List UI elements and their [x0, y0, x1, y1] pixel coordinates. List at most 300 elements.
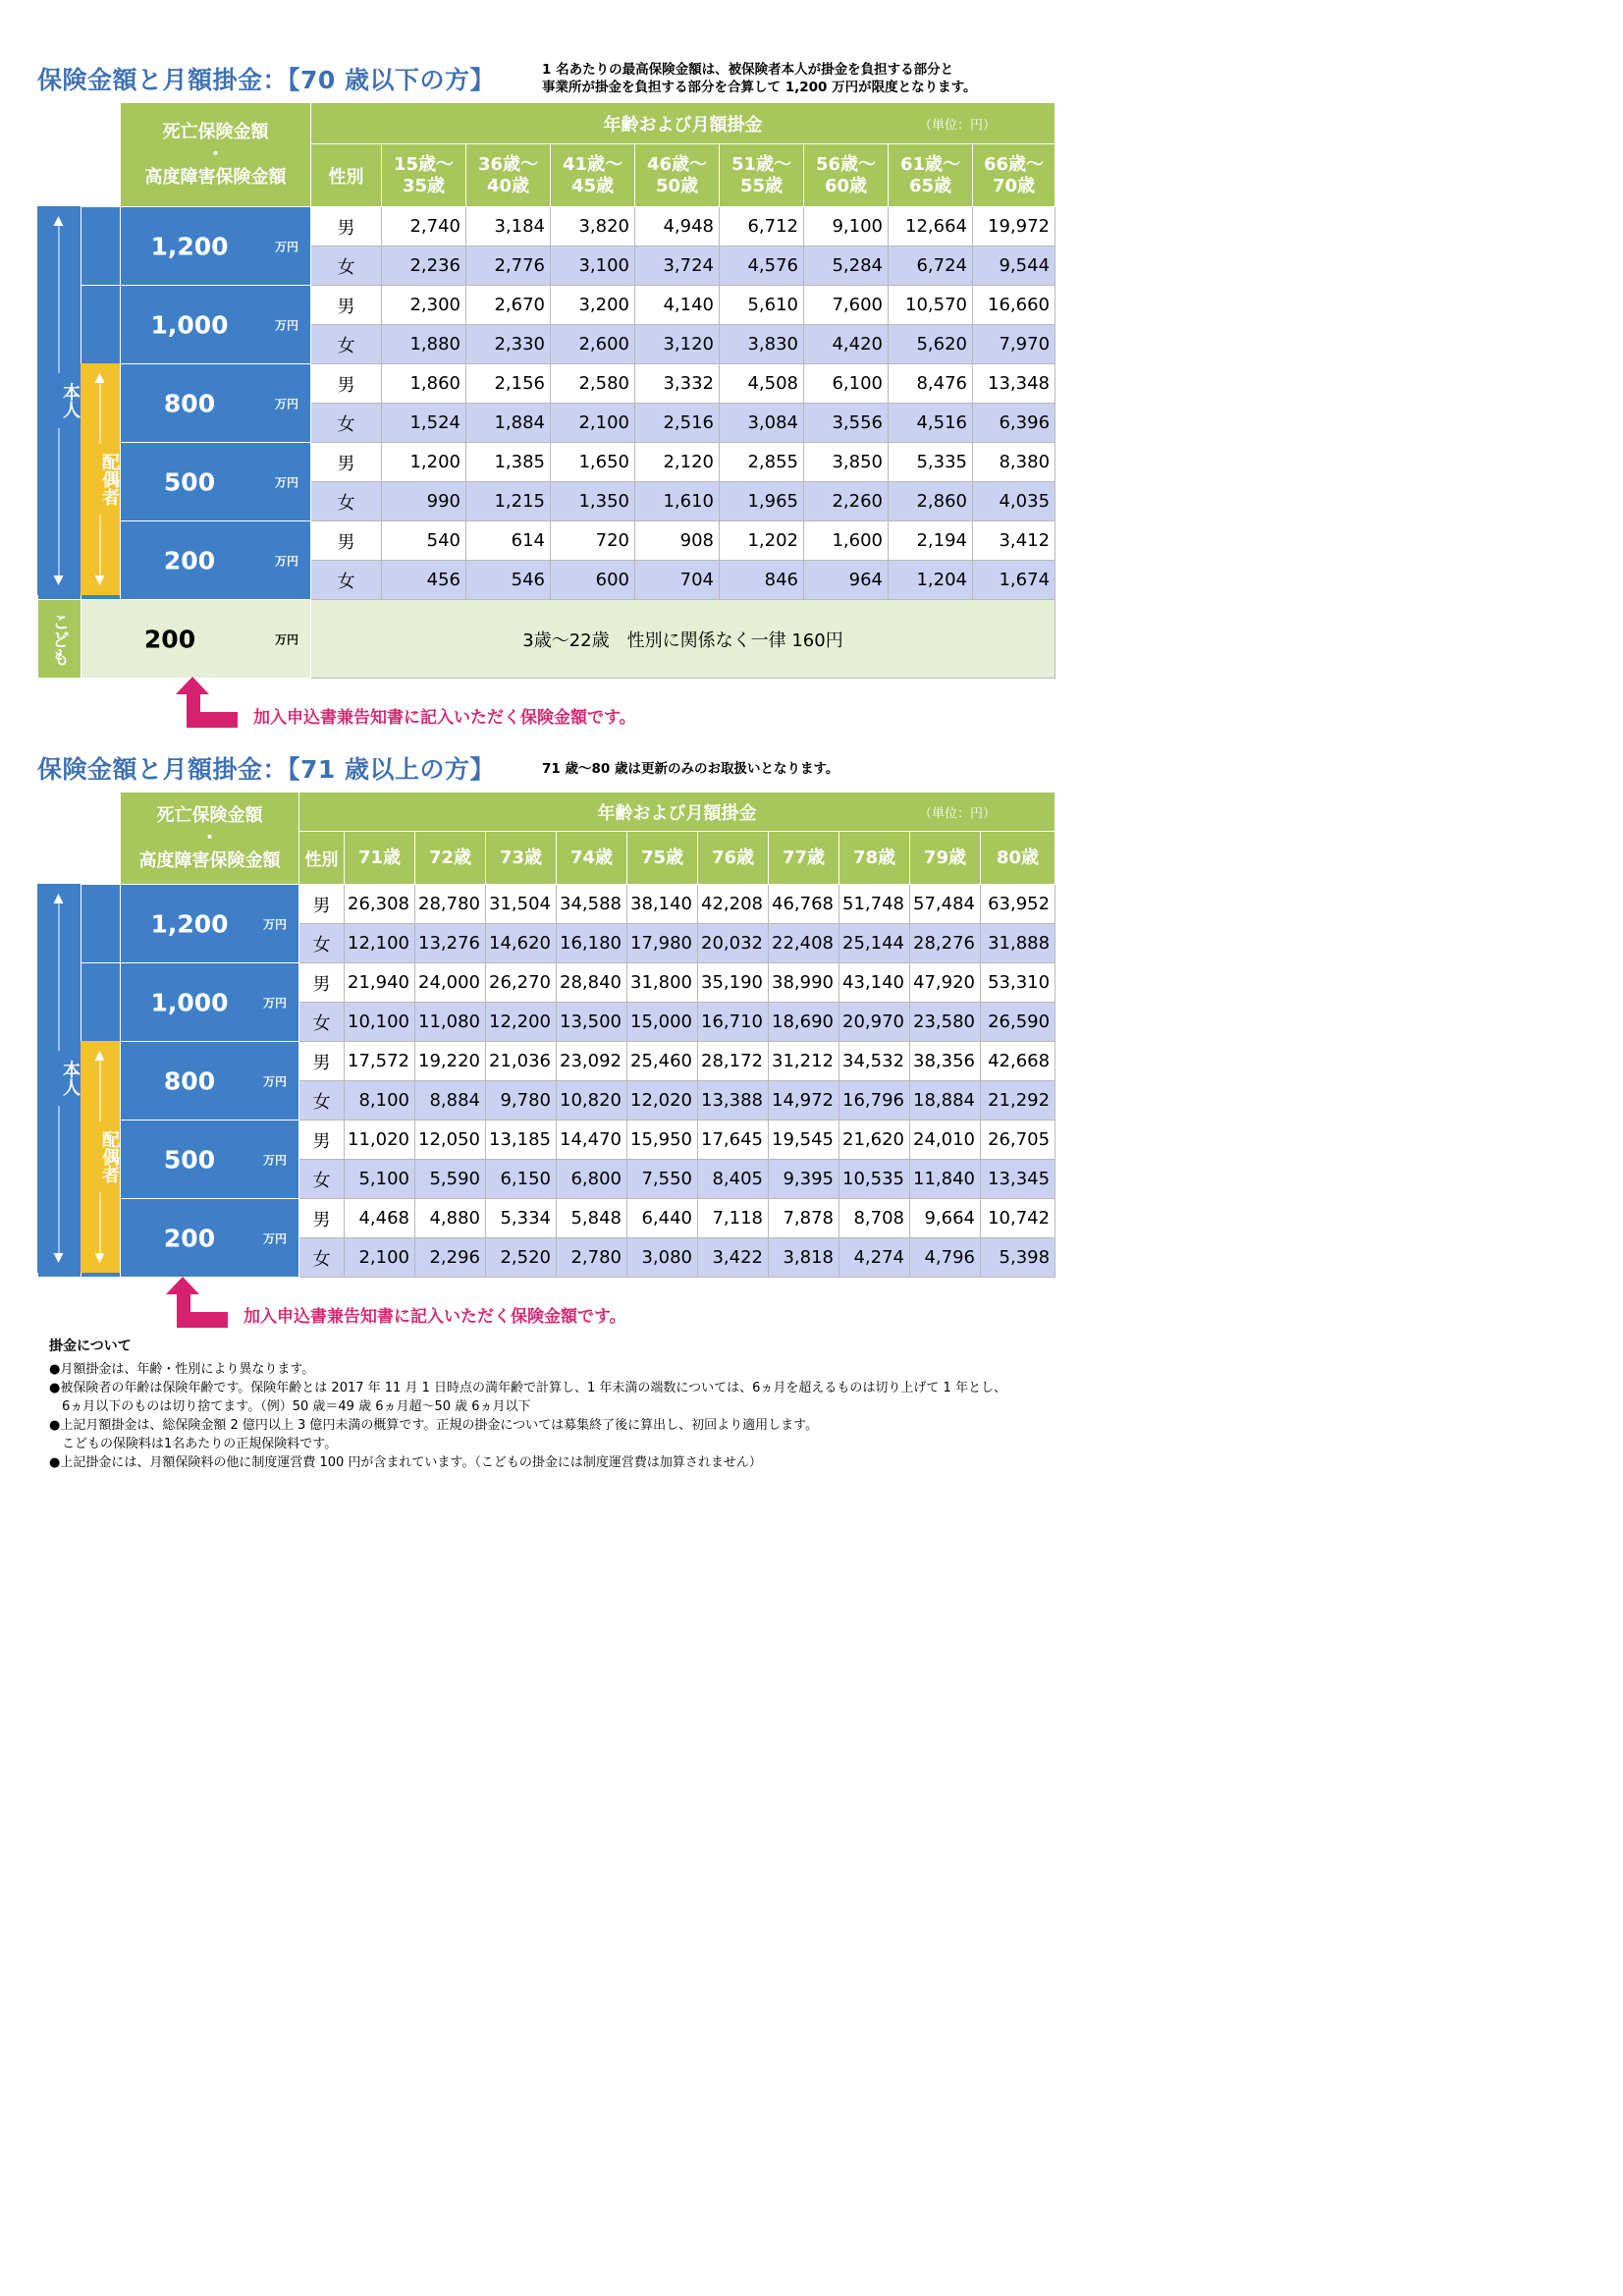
age-line2: 45歳 — [570, 175, 615, 196]
pink-arrow-icon — [173, 675, 242, 730]
premium-cell: 1,880 — [382, 325, 466, 364]
insured-amount-unit: 万円 — [262, 1153, 287, 1167]
premium-cell: 19,972 — [973, 207, 1055, 246]
premium-cell: 12,200 — [486, 1003, 557, 1042]
premium-cell: 26,590 — [981, 1003, 1055, 1042]
header-amount-line1: 死亡保険金額 — [156, 805, 263, 826]
sex-male: 男 — [311, 443, 382, 482]
age-line1: 36歳～ — [477, 153, 539, 175]
insured-amount: 500 — [163, 1145, 216, 1174]
insured-amount: 1,000 — [150, 310, 229, 339]
age-line2: 50歳 — [655, 175, 699, 196]
premium-cell: 20,032 — [698, 924, 769, 963]
insured-amount-cell — [121, 963, 299, 1042]
premium-cell: 3,120 — [635, 325, 720, 364]
sex-female: 女 — [311, 561, 382, 600]
insured-amount: 1,000 — [150, 988, 229, 1016]
premium-cell: 47,920 — [910, 963, 981, 1003]
table-row — [38, 1121, 1055, 1160]
premium-cell: 600 — [551, 561, 635, 600]
age-line2: 40歳 — [486, 175, 530, 196]
sex-male: 男 — [311, 364, 382, 404]
premium-cell: 2,330 — [466, 325, 551, 364]
premium-cell: 7,970 — [973, 325, 1055, 364]
sex-female: 女 — [311, 404, 382, 443]
premium-cell: 4,880 — [415, 1199, 486, 1238]
age-line1: 61歳～ — [899, 153, 961, 175]
header-age: 75歳 — [627, 832, 698, 885]
premium-cell: 53,310 — [981, 963, 1055, 1003]
insured-amount-unit: 万円 — [274, 318, 298, 332]
header-amount-dot: ・ — [206, 144, 225, 165]
premium-cell: 1,860 — [382, 364, 466, 404]
age-line1: 41歳～ — [562, 153, 623, 175]
insured-amount-unit: 万円 — [274, 240, 298, 253]
premium-cell: 14,620 — [486, 924, 557, 963]
spouse-bracket-cell — [81, 885, 121, 963]
premium-cell: 5,398 — [981, 1238, 1055, 1278]
premium-cell: 5,620 — [889, 325, 973, 364]
premium-cell: 1,385 — [466, 443, 551, 482]
premium-cell: 846 — [720, 561, 804, 600]
sex-female: 女 — [311, 325, 382, 364]
premium-cell: 46,768 — [769, 885, 839, 924]
premium-cell: 704 — [635, 561, 720, 600]
sex-male: 男 — [311, 521, 382, 561]
premium-cell: 2,194 — [889, 521, 973, 561]
premium-cell: 3,332 — [635, 364, 720, 404]
premium-cell: 31,504 — [486, 885, 557, 924]
premium-cell: 4,508 — [720, 364, 804, 404]
premium-cell: 720 — [551, 521, 635, 561]
premium-cell: 11,020 — [345, 1121, 415, 1160]
premium-cell: 2,670 — [466, 286, 551, 325]
premium-cell: 2,740 — [382, 207, 466, 246]
premium-cell: 2,296 — [415, 1238, 486, 1278]
premium-cell: 6,800 — [557, 1160, 627, 1199]
insured-amount: 1,200 — [150, 232, 229, 260]
premium-cell: 11,840 — [910, 1160, 981, 1199]
table-row — [38, 443, 1055, 482]
sex-male: 男 — [299, 1199, 345, 1238]
premium-cell: 38,140 — [627, 885, 698, 924]
header-age-title-text: 年齢および月額掛金 — [603, 114, 763, 136]
premium-cell: 7,878 — [769, 1199, 839, 1238]
premium-cell: 4,948 — [635, 207, 720, 246]
premium-cell: 9,100 — [804, 207, 889, 246]
insured-amount-unit: 万円 — [262, 996, 287, 1010]
premium-cell: 1,965 — [720, 482, 804, 521]
premium-cell: 17,980 — [627, 924, 698, 963]
insured-amount: 200 — [163, 1224, 216, 1252]
premium-cell: 63,952 — [981, 885, 1055, 924]
premium-cell: 2,520 — [486, 1238, 557, 1278]
insured-amount-unit: 万円 — [274, 475, 298, 489]
header-age: 77歳 — [769, 832, 839, 885]
header-age-group — [466, 144, 551, 207]
premium-cell: 546 — [466, 561, 551, 600]
note-item: 6ヵ月以下のものは切り捨てます。（例）50 歳＝49 歳 6ヵ月超～50 歳 6ヵ月以下 — [49, 1399, 531, 1414]
section1-arrow-note: 加入申込書兼告知書に記入いただく保険金額です。 — [253, 708, 636, 728]
premium-cell: 31,212 — [769, 1042, 839, 1081]
premium-cell: 10,100 — [345, 1003, 415, 1042]
premium-cell: 990 — [382, 482, 466, 521]
premium-cell: 3,080 — [627, 1238, 698, 1278]
premium-cell: 1,650 — [551, 443, 635, 482]
header-amount — [121, 103, 311, 207]
premium-cell: 14,470 — [557, 1121, 627, 1160]
header-age-title — [311, 103, 1055, 144]
premium-cell: 5,334 — [486, 1199, 557, 1238]
premium-cell: 16,796 — [839, 1081, 910, 1121]
insured-amount-unit: 万円 — [274, 554, 298, 568]
sex-male: 男 — [299, 1042, 345, 1081]
note-item: ●被保険者の年齢は保険年齢です。保険年齢とは 2017 年 11 月 1 日時点の満年齢で計算し、1 年未満の端数については、6ヵ月を超えるものは切り上げて 1 年とし、 — [49, 1381, 1006, 1395]
child-amount-unit: 万円 — [274, 632, 298, 646]
header-age-group — [551, 144, 635, 207]
premium-cell: 3,724 — [635, 246, 720, 286]
header-unit: （単位：円） — [919, 806, 997, 821]
child-label: こども — [38, 600, 81, 679]
premium-cell: 28,840 — [557, 963, 627, 1003]
premium-cell: 2,855 — [720, 443, 804, 482]
premium-cell: 1,600 — [804, 521, 889, 561]
header-amount-line1: 死亡保険金額 — [162, 122, 269, 142]
premium-notes — [49, 1338, 1060, 1472]
premium-cell: 3,818 — [769, 1238, 839, 1278]
premium-cell: 25,460 — [627, 1042, 698, 1081]
child-amount: 200 — [143, 625, 196, 653]
premium-cell: 3,084 — [720, 404, 804, 443]
self-bracket — [37, 206, 81, 595]
premium-cell: 28,780 — [415, 885, 486, 924]
sex-female: 女 — [299, 1003, 345, 1042]
premium-cell: 8,380 — [973, 443, 1055, 482]
premium-cell: 2,120 — [635, 443, 720, 482]
insured-amount-unit: 万円 — [262, 917, 287, 931]
premium-cell: 17,572 — [345, 1042, 415, 1081]
premium-cell: 34,532 — [839, 1042, 910, 1081]
insured-amount-cell — [121, 286, 311, 364]
insured-amount: 1,200 — [150, 909, 229, 938]
premium-cell: 12,050 — [415, 1121, 486, 1160]
premium-cell: 3,556 — [804, 404, 889, 443]
insured-amount: 800 — [163, 389, 216, 417]
premium-cell: 5,610 — [720, 286, 804, 325]
premium-cell: 8,476 — [889, 364, 973, 404]
self-bracket-2 — [37, 884, 81, 1273]
premium-cell: 1,674 — [973, 561, 1055, 600]
header-age: 74歳 — [557, 832, 627, 885]
premium-cell: 17,645 — [698, 1121, 769, 1160]
age-line1: 66歳～ — [983, 153, 1045, 175]
premium-cell: 4,274 — [839, 1238, 910, 1278]
premium-cell: 6,440 — [627, 1199, 698, 1238]
sex-male: 男 — [299, 963, 345, 1003]
premium-cell: 7,550 — [627, 1160, 698, 1199]
premium-cell: 13,345 — [981, 1160, 1055, 1199]
insured-amount-unit: 万円 — [262, 1074, 287, 1088]
header-age-group — [973, 144, 1055, 207]
premium-cell: 14,972 — [769, 1081, 839, 1121]
premium-cell: 2,516 — [635, 404, 720, 443]
header-sex: 性別 — [311, 144, 382, 207]
premium-cell: 21,940 — [345, 963, 415, 1003]
table-row — [38, 885, 1055, 924]
premium-cell: 10,535 — [839, 1160, 910, 1199]
section1-note-line2: 事業所が掛金を負担する部分を合算して 1,200 万円が限度となります。 — [542, 80, 977, 95]
header-age: 78歳 — [839, 832, 910, 885]
age-line1: 56歳～ — [815, 153, 877, 175]
header-amount-dot: ・ — [200, 828, 219, 848]
spouse-bracket-2 — [81, 1041, 120, 1273]
insured-amount-unit: 万円 — [274, 397, 298, 410]
spouse-bracket — [81, 363, 120, 595]
premium-cell: 24,000 — [415, 963, 486, 1003]
section1-note — [542, 61, 977, 96]
rate-table-over71 — [37, 792, 1055, 1278]
age-line2: 65歳 — [908, 175, 952, 196]
sex-female: 女 — [299, 924, 345, 963]
premium-cell: 10,742 — [981, 1199, 1055, 1238]
premium-cell: 9,664 — [910, 1199, 981, 1238]
premium-cell: 51,748 — [839, 885, 910, 924]
child-amount-cell — [81, 600, 311, 679]
premium-cell: 15,000 — [627, 1003, 698, 1042]
spouse-label-2: 配偶者 — [81, 1121, 120, 1192]
premium-cell: 4,516 — [889, 404, 973, 443]
premium-cell: 12,020 — [627, 1081, 698, 1121]
premium-cell: 4,140 — [635, 286, 720, 325]
premium-cell: 28,276 — [910, 924, 981, 963]
premium-cell: 10,570 — [889, 286, 973, 325]
premium-cell: 3,850 — [804, 443, 889, 482]
premium-cell: 6,396 — [973, 404, 1055, 443]
premium-cell: 3,830 — [720, 325, 804, 364]
header-blank — [38, 793, 121, 885]
section2-title: 保険金額と月額掛金：【71 歳以上の方】 — [37, 755, 495, 784]
premium-cell: 16,710 — [698, 1003, 769, 1042]
premium-cell: 15,950 — [627, 1121, 698, 1160]
insured-amount-cell — [121, 1199, 299, 1278]
insured-amount-cell — [121, 1121, 299, 1199]
self-label: 本人 — [37, 373, 81, 428]
premium-cell: 13,500 — [557, 1003, 627, 1042]
premium-cell: 31,888 — [981, 924, 1055, 963]
premium-cell: 5,284 — [804, 246, 889, 286]
premium-cell: 35,190 — [698, 963, 769, 1003]
premium-cell: 26,705 — [981, 1121, 1055, 1160]
premium-cell: 19,220 — [415, 1042, 486, 1081]
premium-cell: 2,780 — [557, 1238, 627, 1278]
header-age: 79歳 — [910, 832, 981, 885]
sex-female: 女 — [311, 482, 382, 521]
premium-cell: 6,150 — [486, 1160, 557, 1199]
premium-cell: 8,708 — [839, 1199, 910, 1238]
note-item: ●上記月額掛金は、総保険金額 2 億円以上 3 億円未満の概算です。正規の掛金については募集終了後に算出し、初回より適用します。 — [49, 1418, 819, 1433]
premium-cell: 540 — [382, 521, 466, 561]
spouse-label: 配偶者 — [81, 444, 120, 515]
header-amount-line2: 高度障害保険金額 — [138, 850, 281, 871]
premium-cell: 5,590 — [415, 1160, 486, 1199]
premium-cell: 4,576 — [720, 246, 804, 286]
table-row — [38, 286, 1055, 325]
insured-amount-unit: 万円 — [262, 1231, 287, 1245]
premium-cell: 8,405 — [698, 1160, 769, 1199]
premium-cell: 31,800 — [627, 963, 698, 1003]
header-blank — [38, 103, 121, 207]
premium-cell: 1,350 — [551, 482, 635, 521]
premium-cell: 1,202 — [720, 521, 804, 561]
premium-cell: 21,036 — [486, 1042, 557, 1081]
spouse-bracket-cell — [81, 963, 121, 1042]
age-line2: 60歳 — [824, 175, 868, 196]
premium-cell: 6,100 — [804, 364, 889, 404]
premium-cell: 38,990 — [769, 963, 839, 1003]
section2-note: 71 歳～80 歳は更新のみのお取扱いとなります。 — [542, 761, 839, 777]
premium-cell: 1,200 — [382, 443, 466, 482]
table-row — [38, 364, 1055, 404]
premium-cell: 26,270 — [486, 963, 557, 1003]
premium-cell: 1,215 — [466, 482, 551, 521]
premium-cell: 6,712 — [720, 207, 804, 246]
header-age: 73歳 — [486, 832, 557, 885]
premium-cell: 13,388 — [698, 1081, 769, 1121]
premium-cell: 16,660 — [973, 286, 1055, 325]
premium-cell: 2,260 — [804, 482, 889, 521]
premium-cell: 1,204 — [889, 561, 973, 600]
table-row — [38, 963, 1055, 1003]
premium-cell: 21,292 — [981, 1081, 1055, 1121]
premium-cell: 614 — [466, 521, 551, 561]
rate-table-under70 — [37, 102, 1055, 679]
section1-title: 保険金額と月額掛金：【70 歳以下の方】 — [37, 66, 495, 94]
premium-cell: 22,408 — [769, 924, 839, 963]
sex-female: 女 — [311, 246, 382, 286]
age-line2: 55歳 — [739, 175, 784, 196]
header-age: 76歳 — [698, 832, 769, 885]
premium-cell: 16,180 — [557, 924, 627, 963]
header-age-title — [299, 793, 1055, 832]
header-age-group — [804, 144, 889, 207]
premium-cell: 3,184 — [466, 207, 551, 246]
premium-cell: 7,600 — [804, 286, 889, 325]
header-amount — [121, 793, 299, 885]
premium-cell: 5,335 — [889, 443, 973, 482]
premium-cell: 20,970 — [839, 1003, 910, 1042]
premium-cell: 9,780 — [486, 1081, 557, 1121]
child-premium-note: 3歳～22歳 性別に関係なく一律 160円 — [311, 600, 1055, 679]
premium-cell: 5,848 — [557, 1199, 627, 1238]
premium-cell: 2,580 — [551, 364, 635, 404]
premium-cell: 57,484 — [910, 885, 981, 924]
header-amount-line2: 高度障害保険金額 — [144, 167, 287, 188]
premium-cell: 1,884 — [466, 404, 551, 443]
premium-cell: 4,468 — [345, 1199, 415, 1238]
header-unit: （単位：円） — [919, 118, 997, 133]
notes-heading: 掛金について — [49, 1339, 132, 1354]
premium-cell: 34,588 — [557, 885, 627, 924]
insured-amount: 500 — [163, 467, 216, 496]
premium-cell: 2,100 — [345, 1238, 415, 1278]
sex-female: 女 — [299, 1160, 345, 1199]
premium-cell: 4,420 — [804, 325, 889, 364]
section1-note-line1: 1 名あたりの最高保険金額は、被保険者本人が掛金を負担する部分と — [542, 62, 954, 78]
premium-cell: 2,600 — [551, 325, 635, 364]
table-row — [38, 1199, 1055, 1238]
premium-cell: 18,884 — [910, 1081, 981, 1121]
sex-male: 男 — [299, 885, 345, 924]
premium-cell: 25,144 — [839, 924, 910, 963]
premium-cell: 2,860 — [889, 482, 973, 521]
insured-amount-cell — [121, 521, 311, 600]
spouse-bracket-cell — [81, 207, 121, 286]
premium-cell: 3,412 — [973, 521, 1055, 561]
note-item: ●上記掛金には、月額保険料の他に制度運営費 100 円が含まれています。（こどもの掛金には制度運営費は加算されません） — [49, 1455, 762, 1470]
premium-cell: 3,820 — [551, 207, 635, 246]
sex-female: 女 — [299, 1238, 345, 1278]
premium-cell: 8,884 — [415, 1081, 486, 1121]
premium-cell: 10,820 — [557, 1081, 627, 1121]
premium-cell: 3,200 — [551, 286, 635, 325]
table-row — [38, 1042, 1055, 1081]
premium-cell: 7,118 — [698, 1199, 769, 1238]
age-line1: 51歳～ — [730, 153, 792, 175]
premium-cell: 908 — [635, 521, 720, 561]
self-label-2: 本人 — [37, 1051, 81, 1106]
premium-cell: 38,356 — [910, 1042, 981, 1081]
premium-cell: 42,668 — [981, 1042, 1055, 1081]
age-line2: 70歳 — [992, 175, 1036, 196]
insured-amount: 800 — [163, 1066, 216, 1095]
section2-arrow-note: 加入申込書兼告知書に記入いただく保険金額です。 — [243, 1307, 626, 1327]
premium-cell: 2,776 — [466, 246, 551, 286]
premium-cell: 26,308 — [345, 885, 415, 924]
insured-amount-cell — [121, 1042, 299, 1121]
premium-cell: 964 — [804, 561, 889, 600]
note-item: こどもの保険料は1名あたりの正規保険料です。 — [49, 1437, 338, 1451]
premium-cell: 12,100 — [345, 924, 415, 963]
premium-cell: 4,796 — [910, 1238, 981, 1278]
premium-cell: 6,724 — [889, 246, 973, 286]
insured-amount-cell — [121, 443, 311, 521]
header-age: 71歳 — [345, 832, 415, 885]
insured-amount-cell — [121, 885, 299, 963]
premium-cell: 1,524 — [382, 404, 466, 443]
sex-female: 女 — [299, 1081, 345, 1121]
premium-cell: 5,100 — [345, 1160, 415, 1199]
age-line2: 35歳 — [402, 175, 446, 196]
premium-cell: 8,100 — [345, 1081, 415, 1121]
header-age-title-text: 年齢および月額掛金 — [597, 802, 757, 824]
header-age-group — [382, 144, 466, 207]
sex-male: 男 — [299, 1121, 345, 1160]
premium-cell: 11,080 — [415, 1003, 486, 1042]
premium-cell: 2,236 — [382, 246, 466, 286]
note-item: ●月額掛金は、年齢・性別により異なります。 — [49, 1362, 315, 1377]
premium-cell: 456 — [382, 561, 466, 600]
premium-cell: 43,140 — [839, 963, 910, 1003]
table-row — [38, 207, 1055, 246]
premium-cell: 3,422 — [698, 1238, 769, 1278]
insured-amount-cell — [121, 207, 311, 286]
insured-amount-cell — [121, 364, 311, 443]
premium-cell: 12,664 — [889, 207, 973, 246]
premium-cell: 2,300 — [382, 286, 466, 325]
header-age-group — [720, 144, 804, 207]
premium-cell: 42,208 — [698, 885, 769, 924]
header-age-group — [635, 144, 720, 207]
